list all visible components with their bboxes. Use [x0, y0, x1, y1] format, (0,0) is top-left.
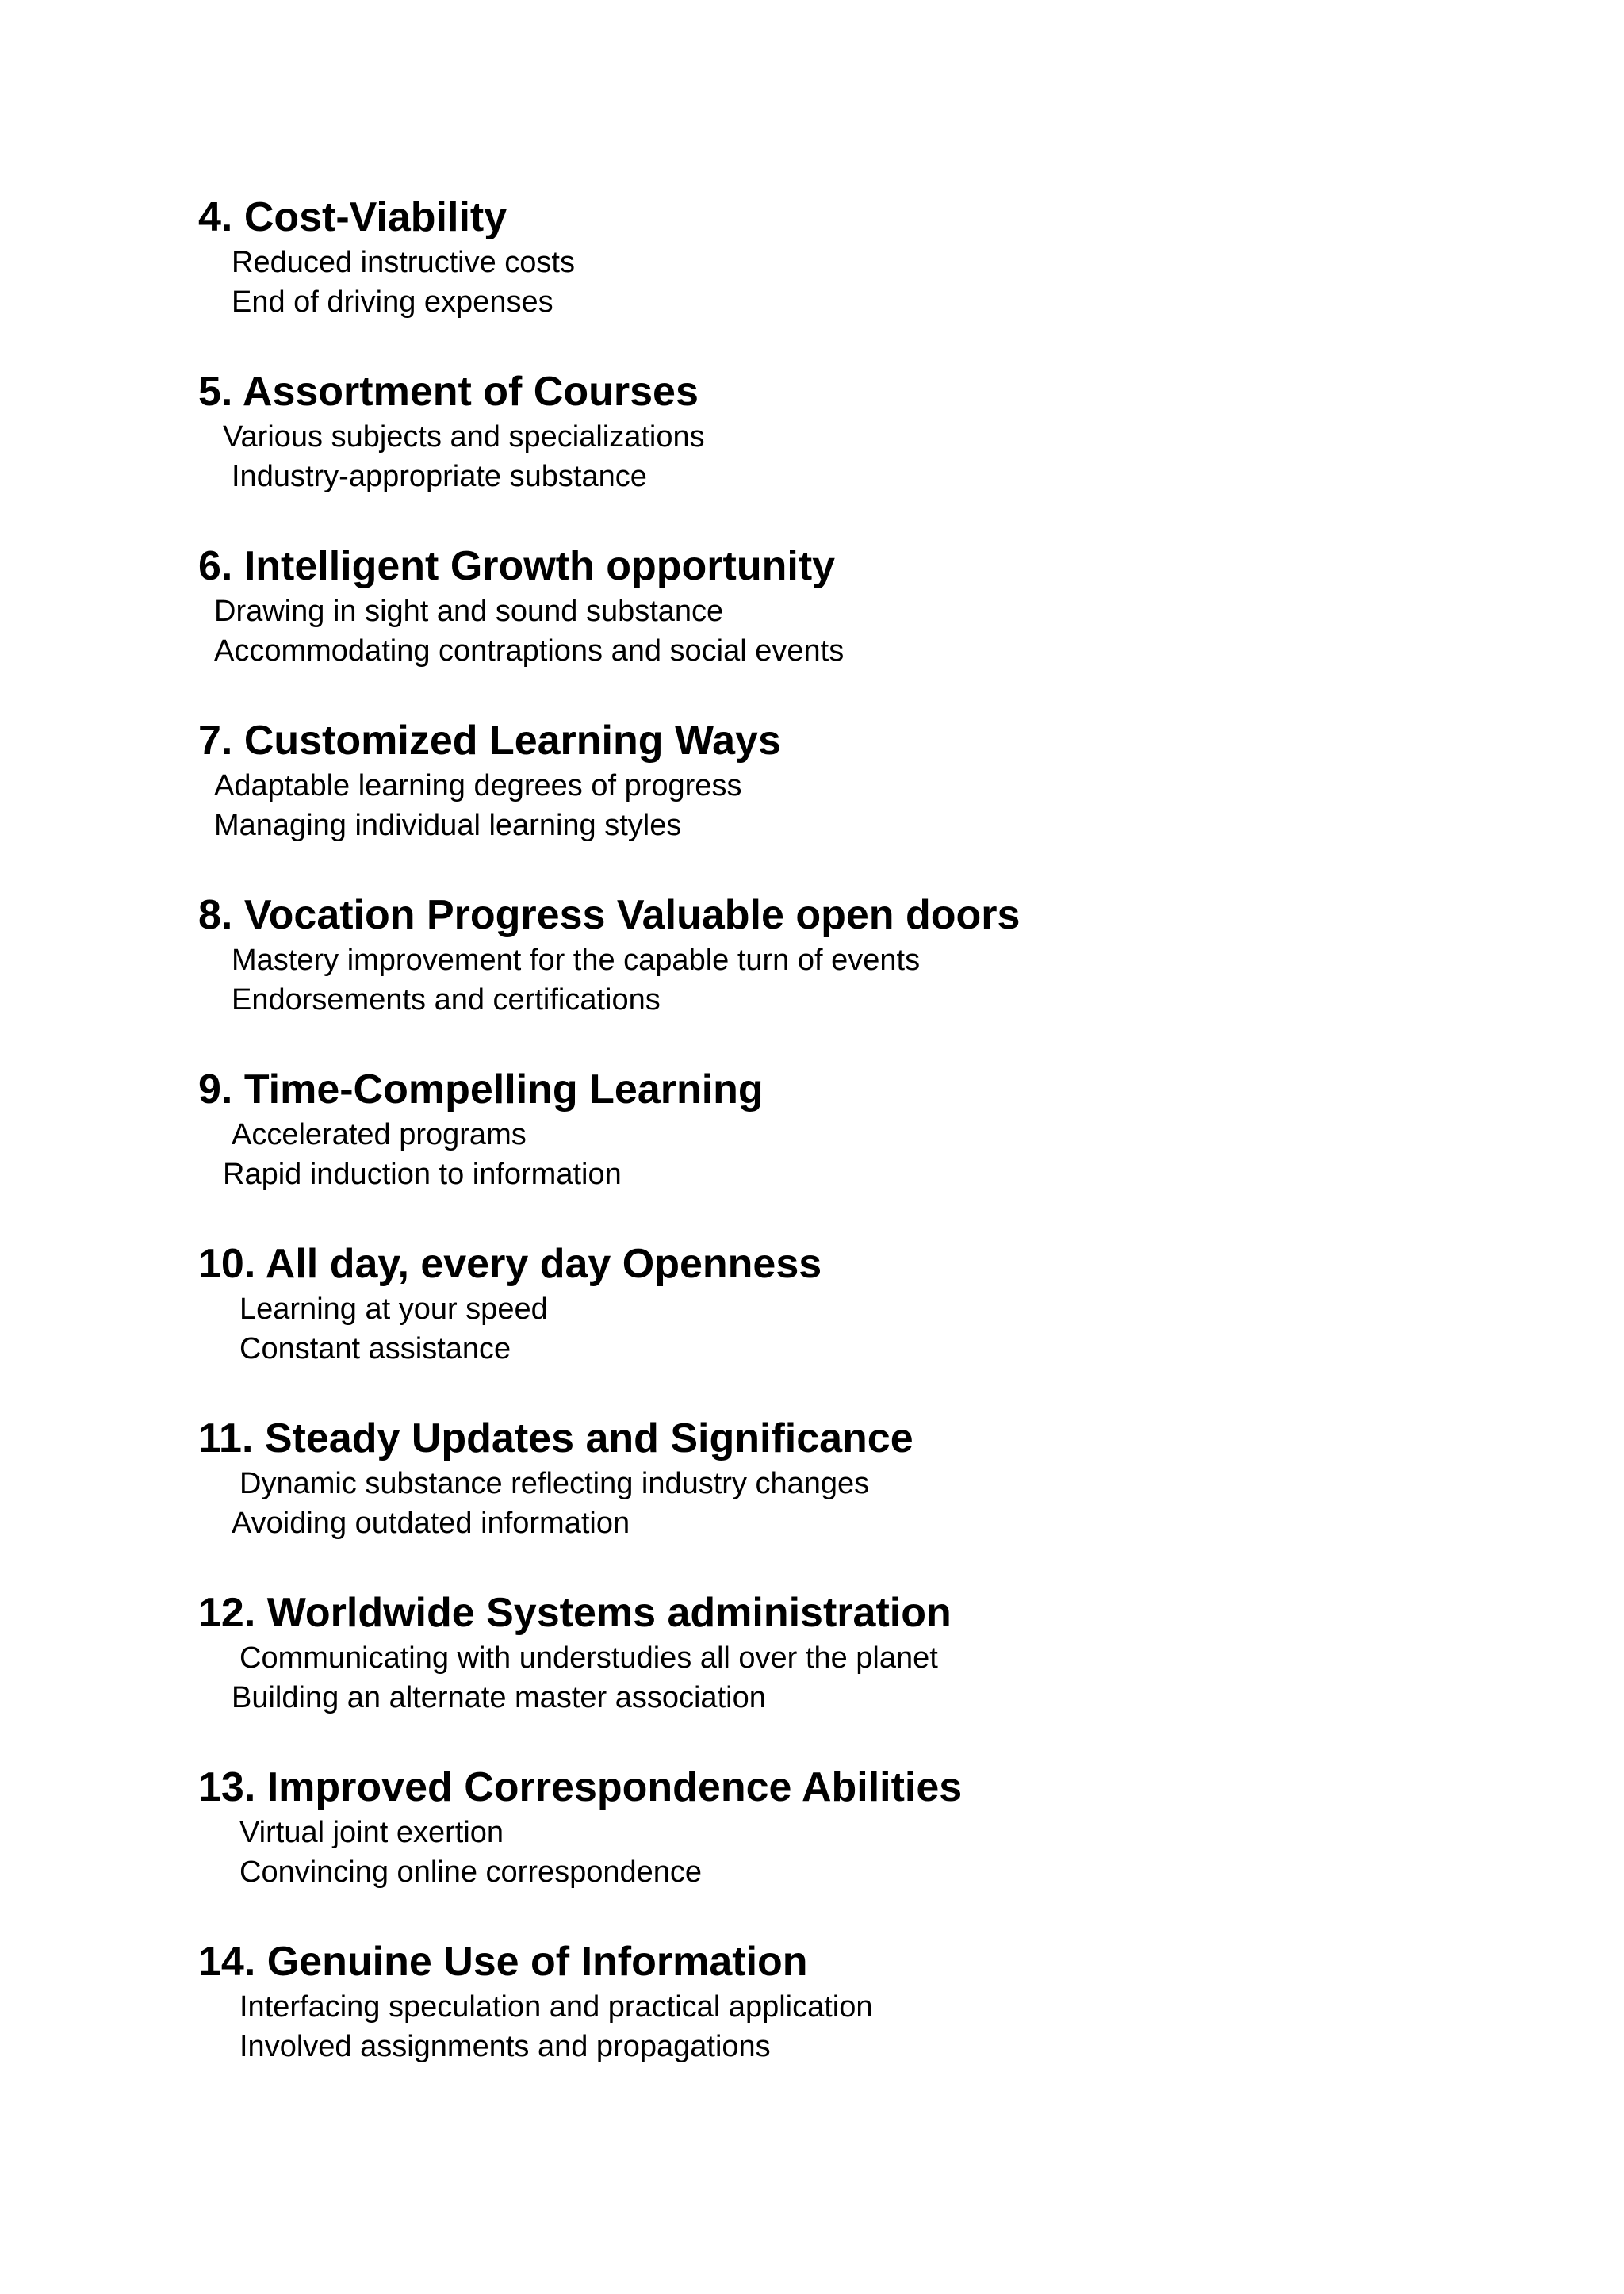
section-heading: 8. Vocation Progress Valuable open doors [198, 892, 1021, 938]
section-line: Drawing in sight and sound substance [214, 595, 724, 628]
section-line: Managing individual learning styles [214, 809, 682, 842]
section-correspondence-abilities [198, 1764, 1546, 1892]
section-line: Communicating with understudies all over the planet [239, 1641, 938, 1675]
section-steady-updates [198, 1415, 1546, 1543]
section-heading: 14. Genuine Use of Information [198, 1939, 808, 1985]
section-heading: 7. Customized Learning Ways [198, 718, 781, 764]
section-line: Accelerated programs [232, 1118, 527, 1151]
section-heading: 12. Worldwide Systems administration [198, 1590, 952, 1636]
section-worldwide-systems [198, 1589, 1546, 1718]
section-line: Adaptable learning degrees of progress [214, 769, 742, 802]
section-line: Various subjects and specializations [223, 420, 705, 454]
section-heading: 10. All day, every day Openness [198, 1241, 822, 1287]
section-line: Involved assignments and propagations [239, 2030, 771, 2063]
section-line: Accommodating contraptions and social events [214, 634, 845, 668]
section-heading: 6. Intelligent Growth opportunity [198, 543, 836, 589]
section-line: Industry-appropriate substance [232, 460, 647, 493]
section-line: End of driving expenses [232, 285, 553, 319]
section-heading: 4. Cost-Viability [198, 194, 508, 240]
section-heading: 9. Time-Compelling Learning [198, 1067, 764, 1113]
section-vocation-progress [198, 891, 1546, 1020]
section-genuine-use [198, 1938, 1546, 2066]
section-customized-learning [198, 717, 1546, 845]
section-time-compelling-learning [198, 1066, 1546, 1194]
section-line: Rapid induction to information [223, 1158, 622, 1191]
section-line: Dynamic substance reflecting industry changes [239, 1467, 870, 1500]
section-heading: 5. Assortment of Courses [198, 369, 699, 415]
section-line: Mastery improvement for the capable turn of events [232, 944, 921, 977]
section-heading: 11. Steady Updates and Significance [198, 1415, 914, 1461]
section-line: Learning at your speed [239, 1293, 548, 1326]
section-heading: 13. Improved Correspondence Abilities [198, 1764, 963, 1810]
section-assortment-of-courses [198, 368, 1546, 496]
section-line: Avoiding outdated information [232, 1507, 630, 1540]
section-cost-viability [198, 193, 1546, 322]
section-line: Reduced instructive costs [232, 246, 575, 279]
section-line: Constant assistance [239, 1332, 511, 1365]
section-line: Endorsements and certifications [232, 983, 661, 1017]
section-line: Building an alternate master association [232, 1681, 766, 1714]
section-line: Virtual joint exertion [239, 1816, 504, 1849]
section-openness [198, 1240, 1546, 1369]
section-line: Interfacing speculation and practical application [239, 1990, 873, 2024]
section-line: Convincing online correspondence [239, 1855, 703, 1889]
section-intelligent-growth [198, 542, 1546, 671]
